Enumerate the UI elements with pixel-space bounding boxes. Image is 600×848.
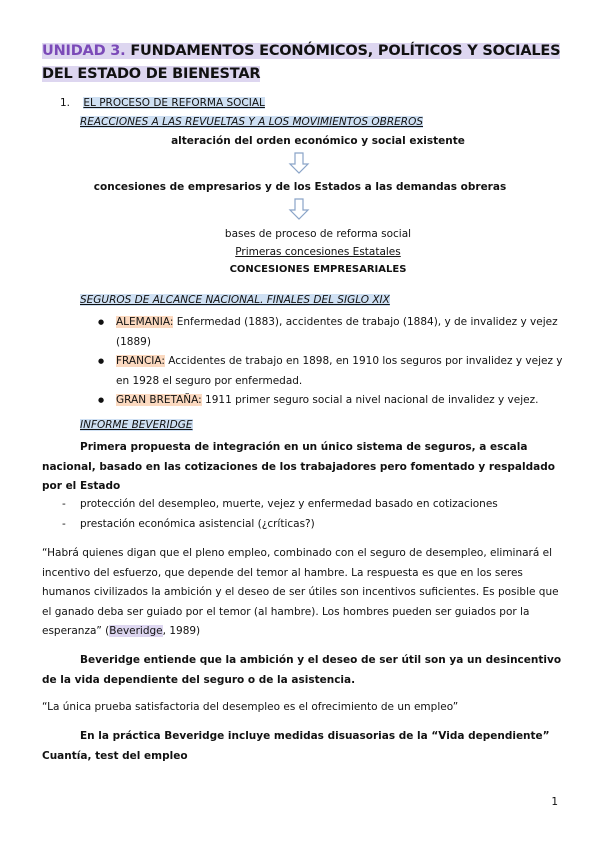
section-1-heading bbox=[60, 97, 265, 109]
page-number: 1 bbox=[551, 796, 558, 808]
beveridge-dash-list bbox=[60, 495, 560, 534]
beveridge-practice-paragraph: En la práctica Beveridge incluye medidas disuasorias de la “Vida dependiente” Cuantía, test del empleo bbox=[42, 730, 550, 762]
quote-author: Beveridge bbox=[109, 625, 163, 637]
country-label: FRANCIA: bbox=[116, 355, 165, 367]
unit-title-text: FUNDAMENTOS ECONÓMICOS, POLÍTICOS Y SOCIALES DEL ESTADO DE BIENESTAR bbox=[42, 43, 561, 82]
flow-step-3: bases de proceso de reforma social bbox=[224, 228, 412, 240]
reacciones-subheading-text: REACCIONES A LAS REVUELTAS Y A LOS MOVIMIENTOS OBREROS bbox=[80, 116, 424, 128]
seguros-subheading-text: SEGUROS DE ALCANCE NACIONAL. FINALES DEL SIGLO XIX bbox=[80, 294, 390, 306]
beveridge-subheading-text: INFORME BEVERIDGE bbox=[80, 419, 193, 431]
unemployment-quote: “La única prueba satisfactoria del desempleo es el ofrecimiento de un empleo” bbox=[42, 701, 459, 713]
reacciones-subheading bbox=[80, 116, 423, 128]
flow-step-4: Primeras concesiones Estatales bbox=[235, 246, 401, 258]
down-arrow-icon bbox=[288, 152, 310, 174]
section-1-number: 1. bbox=[60, 97, 71, 109]
seguros-subheading bbox=[80, 294, 390, 306]
list-item: - protección del desempleo, muerte, vejez y enfermedad basado en cotizaciones bbox=[60, 495, 560, 515]
seguros-list bbox=[96, 313, 566, 411]
country-label: ALEMANIA: bbox=[116, 316, 174, 328]
section-1-title: EL PROCESO DE REFORMA SOCIAL bbox=[83, 97, 265, 109]
list-item bbox=[96, 352, 566, 391]
flow-step-1: alteración del orden económico y social existente bbox=[171, 135, 465, 147]
list-item bbox=[96, 391, 566, 411]
list-item bbox=[96, 313, 566, 352]
item-text: 1911 primer seguro social a nivel nacional de invalidez y vejez. bbox=[201, 394, 539, 406]
beveridge-intro: Primera propuesta de integración en un único sistema de seguros, a escala nacional, basado en las cotizaciones de los trabajadores pero fomentado y respaldado por el Estado bbox=[42, 441, 555, 492]
unit-number: UNIDAD 3. bbox=[42, 43, 126, 59]
beveridge-ambition-paragraph: Beveridge entiende que la ambición y el deseo de ser útil son ya un desincentivo de la vida dependiente del seguro o de la asistencia. bbox=[42, 654, 562, 686]
flow-step-2: concesiones de empresarios y de los Estados a las demandas obreras bbox=[93, 181, 507, 193]
item-text: Accidentes de trabajo en 1898, en 1910 los seguros por invalidez y vejez y en 1928 el seguro por enfermedad. bbox=[116, 355, 563, 387]
flow-step-5: CONCESIONES EMPRESARIALES bbox=[229, 264, 407, 275]
down-arrow-icon bbox=[288, 198, 310, 220]
country-label: GRAN BRETAÑA: bbox=[116, 394, 202, 406]
unit-title bbox=[42, 40, 562, 86]
quote-year: , 1989) bbox=[162, 625, 201, 637]
list-item: - prestación económica asistencial (¿críticas?) bbox=[60, 515, 560, 535]
quote-text: “Habrá quienes digan que el pleno empleo, combinado con el seguro de desempleo, eliminará el incentivo del esfuerzo, que depende del temor al hambre. La respuesta es que en los seres humanos civilizados la ambición y el deseo de ser útiles son incentivos suficientes. Es posible que el ganado deba ser guiado por el temor (al hambre). Los hombres pueden ser guiados por la esperanza” ( bbox=[42, 547, 559, 637]
beveridge-subheading bbox=[80, 419, 193, 431]
beveridge-quote bbox=[42, 544, 562, 642]
item-text: Enfermedad (1883), accidentes de trabajo (1884), y de invalidez y vejez (1889) bbox=[116, 316, 558, 348]
